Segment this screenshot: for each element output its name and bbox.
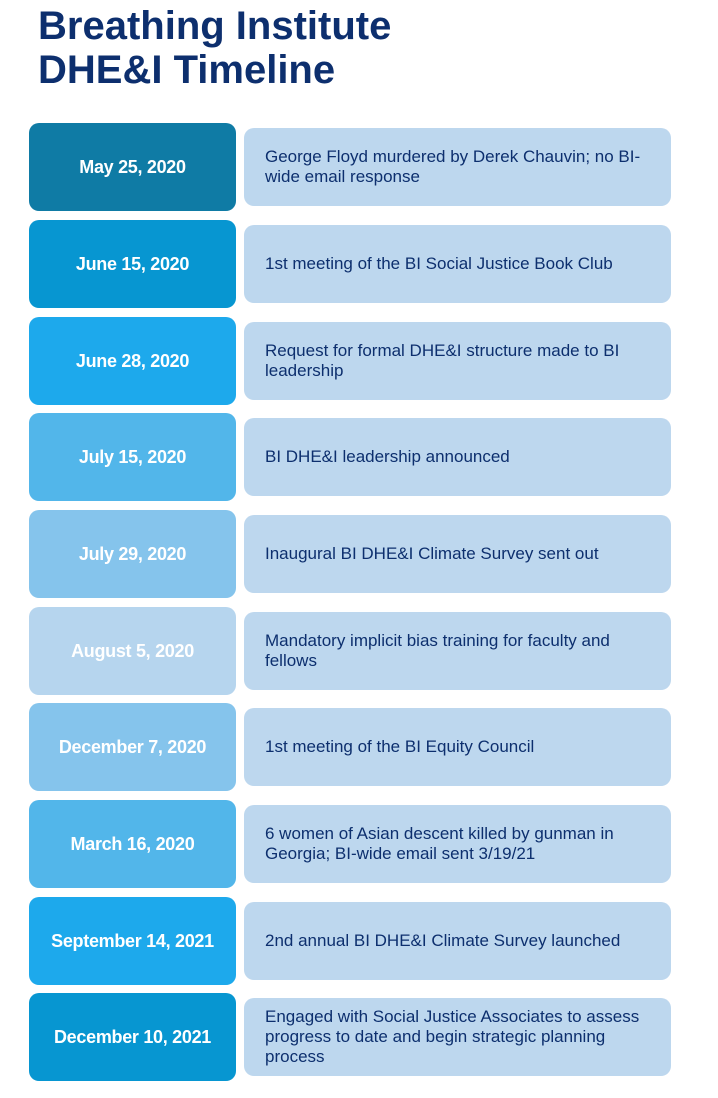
timeline-event xyxy=(244,612,671,690)
timeline-date: December 10, 2021 xyxy=(29,993,236,1081)
timeline-event-text: Engaged with Social Justice Associates to assess progress to date and begin strategic planning process xyxy=(265,1007,640,1066)
timeline-event xyxy=(244,322,671,400)
timeline-row xyxy=(0,897,718,987)
timeline-date: May 25, 2020 xyxy=(29,123,236,211)
timeline-event xyxy=(244,998,671,1076)
timeline-event-text: 1st meeting of the BI Social Justice Book Club xyxy=(265,254,613,273)
timeline-row xyxy=(0,607,718,697)
timeline-event xyxy=(244,128,671,206)
timeline-row xyxy=(0,800,718,890)
timeline-row xyxy=(0,123,718,213)
timeline-row xyxy=(0,317,718,407)
timeline-event-text: 1st meeting of the BI Equity Council xyxy=(265,737,535,756)
timeline-event xyxy=(244,708,671,786)
timeline-row xyxy=(0,703,718,793)
timeline-date: December 7, 2020 xyxy=(29,703,236,791)
timeline-event-text: BI DHE&I leadership announced xyxy=(265,447,510,466)
timeline-event xyxy=(244,805,671,883)
timeline-event-text: George Floyd murdered by Derek Chauvin; no BI-wide email response xyxy=(265,147,641,186)
timeline-row xyxy=(0,993,718,1083)
timeline-date: September 14, 2021 xyxy=(29,897,236,985)
timeline-event-text: Request for formal DHE&I structure made to BI leadership xyxy=(265,341,620,380)
timeline-date: August 5, 2020 xyxy=(29,607,236,695)
timeline-event-text: Mandatory implicit bias training for faculty and fellows xyxy=(265,631,610,670)
timeline-event-text: 6 women of Asian descent killed by gunman in Georgia; BI-wide email sent 3/19/21 xyxy=(265,824,614,863)
page-title-line-2: DHE&I Timeline xyxy=(38,48,336,92)
timeline-date: July 15, 2020 xyxy=(29,413,236,501)
timeline-event-text: Inaugural BI DHE&I Climate Survey sent out xyxy=(265,544,599,563)
timeline-row xyxy=(0,413,718,503)
page-title-line-1: Breathing Institute xyxy=(38,4,392,48)
timeline-date: July 29, 2020 xyxy=(29,510,236,598)
timeline-event xyxy=(244,515,671,593)
timeline-event xyxy=(244,225,671,303)
timeline-event xyxy=(244,418,671,496)
timeline-event-text: 2nd annual BI DHE&I Climate Survey launched xyxy=(265,931,621,950)
timeline-date: June 28, 2020 xyxy=(29,317,236,405)
timeline-event xyxy=(244,902,671,980)
timeline-date: June 15, 2020 xyxy=(29,220,236,308)
timeline-row xyxy=(0,220,718,310)
timeline-date: March 16, 2020 xyxy=(29,800,236,888)
timeline-row xyxy=(0,510,718,600)
